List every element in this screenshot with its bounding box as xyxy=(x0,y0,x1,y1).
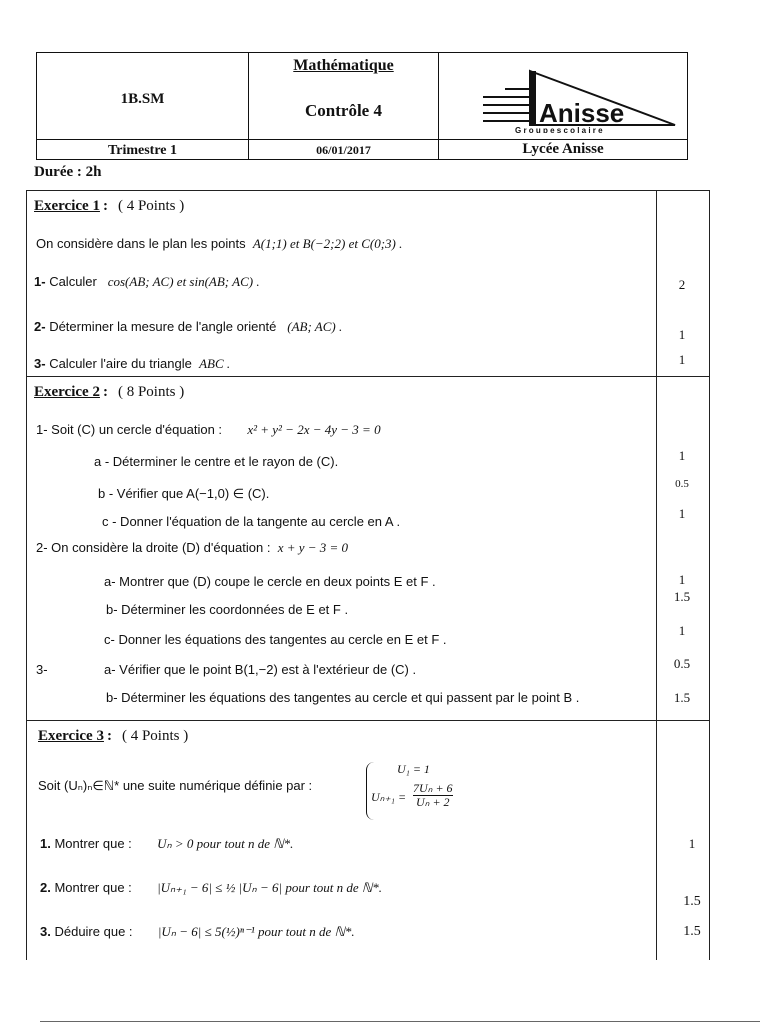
subject-label: Mathématique xyxy=(293,57,394,74)
points-ex2-2a: 1 xyxy=(678,572,686,587)
exercise-separator xyxy=(26,720,710,721)
exercise-2-2b: b- Déterminer les coordonnées de E et F . xyxy=(106,602,349,617)
exercise-2-title: Exercice 2 : ( 8 Points ) xyxy=(34,384,185,400)
recurrence-numerator: 7Uₙ + 6 xyxy=(413,781,453,795)
recurrence-fraction xyxy=(413,782,453,809)
points-ex2-3a: 0.5 xyxy=(673,656,691,671)
page-bottom-rule xyxy=(40,1021,760,1022)
exercise-2-3a: a- Vérifier que le point B(1,−2) est à l'extérieur de (C) . xyxy=(104,662,417,677)
points-column xyxy=(656,190,657,960)
date-label: 06/01/2017 xyxy=(316,143,371,157)
recurrence-denominator: Uₙ + 2 xyxy=(413,795,453,809)
trimester-label: Trimestre 1 xyxy=(107,143,178,158)
exercise-2-part2: 2- On considère la droite (D) d'équation : x + y − 3 = 0 xyxy=(36,540,349,555)
exam-body xyxy=(26,190,710,960)
points-ex2-3b: 1.5 xyxy=(673,690,691,705)
school-label: Lycée Anisse xyxy=(522,141,604,157)
exercise-1-q3: 3- Calculer l'aire du triangle ABC . xyxy=(34,356,231,371)
test-label: Contrôle 4 xyxy=(305,101,382,120)
exercise-1-q1: 1- Calculer cos(AB; AC) et sin(AB; AC) . xyxy=(34,274,260,289)
exercise-3-q1: 1. Montrer que : Uₙ > 0 pour tout n de ℕ*. xyxy=(40,836,294,851)
logo-subtext: G r o u p e s c o l a i r e xyxy=(515,126,603,133)
points-ex3-q3: 1.5 xyxy=(683,924,701,939)
exercise-3-title: Exercice 3 : ( 4 Points ) xyxy=(38,728,189,744)
exercise-2-1c: c - Donner l'équation de la tangente au cercle en A . xyxy=(102,514,401,529)
logo-wordmark: Anisse xyxy=(539,98,625,128)
header-table xyxy=(36,52,688,160)
exercise-2-3b: b- Déterminer les équations des tangentes au cercle et qui passent par le point B . xyxy=(106,690,580,705)
exercise-3-intro: Soit (Uₙ)ₙ∈ℕ* une suite numérique définie par : xyxy=(38,778,313,793)
exercise-2-1b: b - Vérifier que A(−1,0) ∈ (C). xyxy=(98,486,270,501)
exercise-1-title: Exercice 1 : ( 4 Points ) xyxy=(34,198,185,214)
exercise-3-q2: 2. Montrer que : |Uₙ₊₁ − 6| ≤ ½ |Uₙ − 6| pour tout n de ℕ*. xyxy=(40,880,383,895)
recurrence-lhs: Uₙ₊₁ = xyxy=(371,790,407,804)
school-logo xyxy=(475,67,687,133)
exercise-2-part3-label: 3- xyxy=(36,662,48,677)
points-ex2-1a: 1 xyxy=(678,448,686,463)
header-divider xyxy=(37,139,687,140)
points-ex3-q2: 1.5 xyxy=(683,894,701,909)
exercise-2-2a: a- Montrer que (D) coupe le cercle en deux points E et F . xyxy=(104,574,436,589)
points-ex2-2c: 1 xyxy=(678,623,686,638)
exercise-1-intro: On considère dans le plan les points A(1;1) et B(−2;2) et C(0;3) . xyxy=(36,236,403,251)
points-ex1-q1: 2 xyxy=(678,277,686,292)
exercise-1-q2: 2- Déterminer la mesure de l'angle orienté (AB; AC) . xyxy=(34,319,343,334)
exercise-3-q3: 3. Déduire que : |Uₙ − 6| ≤ 5(½)ⁿ⁻¹ pour tout n de ℕ*. xyxy=(40,924,355,939)
points-ex2-1b: 0.5 xyxy=(675,478,689,490)
points-ex3-q1: 1 xyxy=(688,836,696,851)
class-label: 1B.SM xyxy=(120,91,165,107)
sequence-definition xyxy=(366,762,507,820)
exercise-2-2c: c- Donner les équations des tangentes au cercle en E et F . xyxy=(104,632,447,647)
exercise-2-part1: 1- Soit (C) un cercle d'équation : x² + y² − 2x − 4y − 3 = 0 xyxy=(36,422,381,437)
points-ex2-1c: 1 xyxy=(678,506,686,521)
points-ex1-q2: 1 xyxy=(678,327,686,342)
initial-term: U₁ = 1 xyxy=(397,762,430,776)
exercise-2-1a: a - Déterminer le centre et le rayon de (C). xyxy=(94,454,339,469)
points-ex2-2b: 1.5 xyxy=(673,589,691,604)
points-ex1-q3: 1 xyxy=(678,352,686,367)
exercise-separator xyxy=(26,376,710,377)
duration: Durée : 2h xyxy=(34,164,102,180)
